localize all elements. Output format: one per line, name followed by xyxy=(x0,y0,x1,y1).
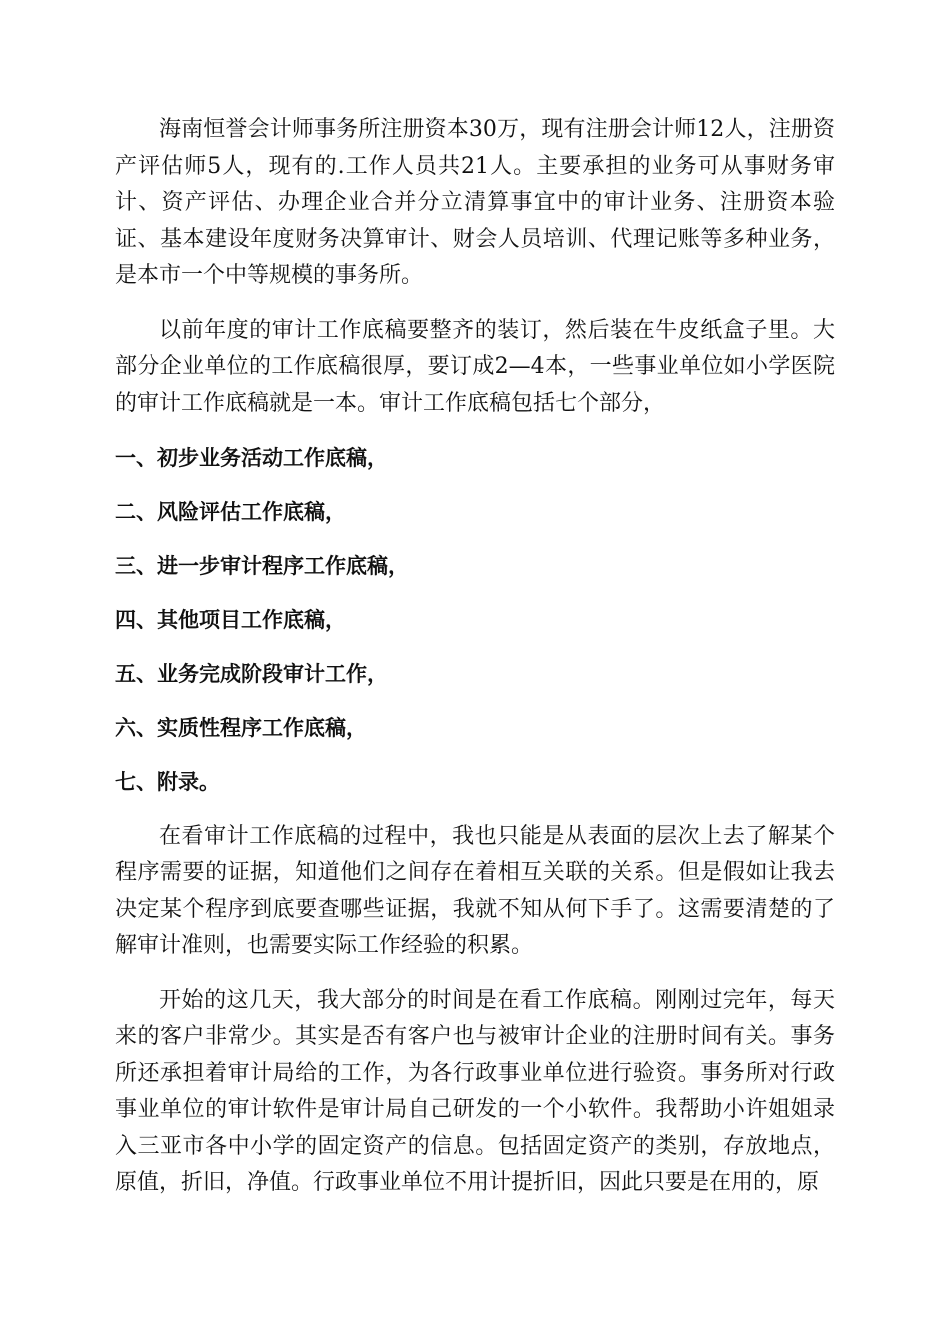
list-item: 三、进一步审计程序工作底稿， xyxy=(115,554,409,578)
list-item: 一、初步业务活动工作底稿， xyxy=(115,446,388,470)
list-item: 五、业务完成阶段审计工作， xyxy=(115,662,388,686)
body-paragraph-reflection: 在看审计工作底稿的过程中，我也只能是从表面的层次上去了解某个程序需要的证据，知道他们之间存在着相互关联的关系。但是假如让我去决定某个程序到底要查哪些证据，我就不知从何下手了。这需要清楚的了解审计准则，也需要实际工作经验的积累。 xyxy=(115,823,835,958)
workpaper-sections-list xyxy=(115,440,835,801)
list-item: 七、附录。 xyxy=(115,770,220,794)
body-paragraph-firm-intro: 海南恒誉会计师事务所注册资本30万，现有注册会计师12人，注册资产评估师5人，现有的.工作人员共21人。主要承担的业务可从事财务审计、资产评估、办理企业合并分立清算事宜中的审计业务、注册资本验证、基本建设年度财务决算审计、财会人员培训、代理记账等多种业务，是本市一个中等规模的事务所。 xyxy=(115,117,835,288)
document-page xyxy=(115,112,835,1202)
list-item: 四、其他项目工作底稿， xyxy=(115,608,346,632)
list-item: 六、实质性程序工作底稿， xyxy=(115,716,367,740)
body-paragraph-workpapers: 以前年度的审计工作底稿要整齐的装订，然后装在牛皮纸盒子里。大部分企业单位的工作底稿很厚，要订成2—4本，一些事业单位如小学医院的审计工作底稿就是一本。审计工作底稿包括七个部分， xyxy=(115,317,835,416)
body-paragraph-daily-work: 开始的这几天，我大部分的时间是在看工作底稿。刚刚过完年，每天来的客户非常少。其实是否有客户也与被审计企业的注册时间有关。事务所还承担着审计局给的工作，为各行政事业单位进行验资。事务所对行政事业单位的审计软件是审计局自己研发的一个小软件。我帮助小许姐姐录入三亚市各中小学的固定资产的信息。包括固定资产的类别，存放地点，原值，折旧，净值。行政事业单位不用计提折旧，因此只要是在用的，原 xyxy=(115,987,835,1195)
list-item: 二、风险评估工作底稿， xyxy=(115,500,346,524)
